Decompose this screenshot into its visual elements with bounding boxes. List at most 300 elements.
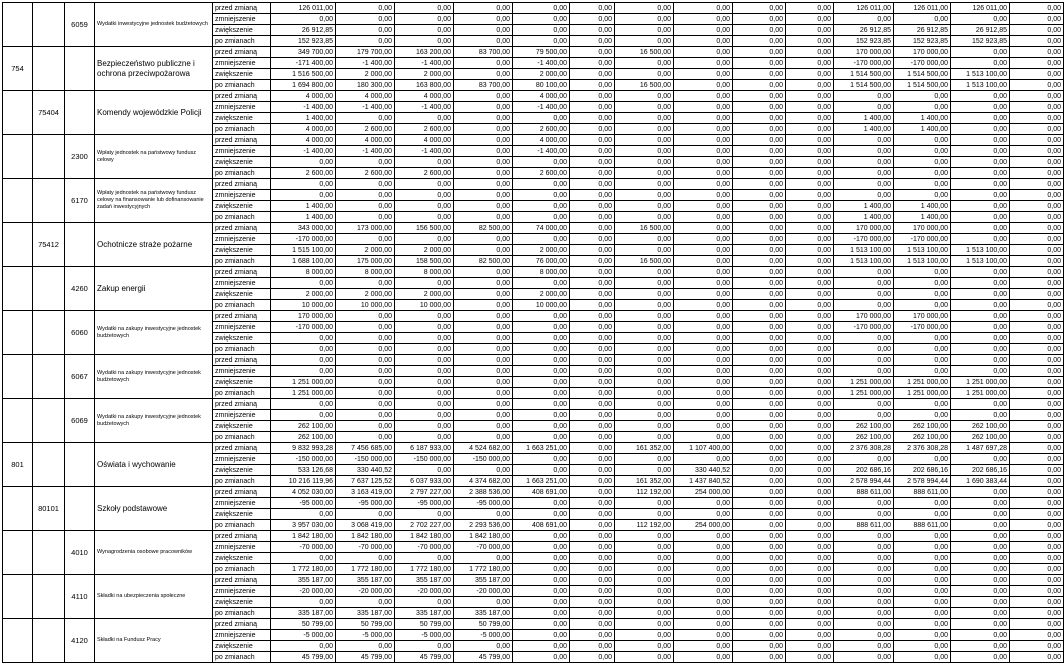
value-cell: 0,00 [834, 168, 894, 179]
row-label: przed zmianą [213, 311, 271, 322]
value-cell: 0,00 [271, 190, 336, 201]
value-cell: 0,00 [951, 399, 1010, 410]
value-cell: 0,00 [834, 300, 894, 311]
value-cell: 0,00 [674, 135, 733, 146]
value-cell: 0,00 [674, 80, 733, 91]
value-cell: 0,00 [951, 91, 1010, 102]
value-cell: 0,00 [733, 36, 786, 47]
value-cell: 0,00 [951, 487, 1010, 498]
row-label: po zmianach [213, 300, 271, 311]
value-cell: 0,00 [513, 641, 570, 652]
value-cell: 2 000,00 [395, 289, 454, 300]
value-cell: 0,00 [615, 597, 674, 608]
value-cell: 0,00 [615, 465, 674, 476]
rozdzial-code: 75412 [33, 223, 65, 267]
value-cell: 0,00 [513, 465, 570, 476]
value-cell: 0,00 [1010, 190, 1064, 201]
value-cell: 0,00 [271, 333, 336, 344]
value-cell: -1 400,00 [336, 146, 395, 157]
value-cell: 1 842 180,00 [336, 531, 395, 542]
value-cell: 0,00 [336, 212, 395, 223]
dzial-code [3, 91, 33, 135]
rozdzial-code: 75404 [33, 91, 65, 135]
value-cell: 0,00 [395, 212, 454, 223]
value-cell: 0,00 [615, 641, 674, 652]
value-cell: 0,00 [674, 619, 733, 630]
value-cell: 408 691,00 [513, 520, 570, 531]
value-cell: 0,00 [786, 630, 834, 641]
value-cell: 0,00 [786, 289, 834, 300]
value-cell: 0,00 [615, 58, 674, 69]
position-name: Wydatki na zakupy inwestycyjne jednostek budżetowych [95, 355, 213, 399]
value-cell: 0,00 [786, 245, 834, 256]
value-cell: 0,00 [894, 366, 951, 377]
value-cell: 0,00 [395, 3, 454, 14]
value-cell: 152 923,85 [951, 36, 1010, 47]
value-cell: 173 000,00 [336, 223, 395, 234]
value-cell: -5 000,00 [454, 630, 513, 641]
value-cell: 0,00 [951, 575, 1010, 586]
table-row [3, 223, 1064, 234]
value-cell: 0,00 [615, 652, 674, 663]
value-cell: 0,00 [894, 597, 951, 608]
value-cell: 1 663 251,00 [513, 476, 570, 487]
value-cell: 0,00 [786, 47, 834, 58]
value-cell: 0,00 [674, 542, 733, 553]
value-cell: 0,00 [513, 608, 570, 619]
value-cell: 0,00 [513, 311, 570, 322]
value-cell: -20 000,00 [395, 586, 454, 597]
value-cell: 0,00 [786, 212, 834, 223]
value-cell: 2 293 536,00 [454, 520, 513, 531]
value-cell: 0,00 [894, 267, 951, 278]
value-cell: 0,00 [271, 553, 336, 564]
value-cell: 0,00 [674, 421, 733, 432]
value-cell: -95 000,00 [395, 498, 454, 509]
value-cell: 0,00 [733, 454, 786, 465]
value-cell: 2 000,00 [336, 245, 395, 256]
value-cell: 152 923,85 [271, 36, 336, 47]
value-cell: 1 437 840,52 [674, 476, 733, 487]
value-cell: 0,00 [786, 509, 834, 520]
value-cell: 0,00 [336, 410, 395, 421]
table-row [3, 443, 1064, 454]
value-cell: 0,00 [570, 102, 615, 113]
value-cell: 0,00 [570, 641, 615, 652]
value-cell: 0,00 [454, 509, 513, 520]
value-cell: 1 514 500,00 [894, 69, 951, 80]
value-cell: -5 000,00 [395, 630, 454, 641]
value-cell: 0,00 [1010, 564, 1064, 575]
value-cell: 0,00 [674, 410, 733, 421]
value-cell: 0,00 [786, 102, 834, 113]
value-cell: 0,00 [570, 366, 615, 377]
value-cell: 1 400,00 [834, 212, 894, 223]
value-cell: 0,00 [786, 256, 834, 267]
value-cell: -170 000,00 [894, 234, 951, 245]
value-cell: 0,00 [674, 36, 733, 47]
dzial-code [3, 531, 33, 575]
value-cell: 0,00 [271, 399, 336, 410]
value-cell: 0,00 [1010, 465, 1064, 476]
value-cell: 0,00 [674, 597, 733, 608]
value-cell: 10 000,00 [271, 300, 336, 311]
value-cell: 0,00 [454, 168, 513, 179]
value-cell: 0,00 [513, 410, 570, 421]
value-cell: 0,00 [615, 333, 674, 344]
table-row [3, 311, 1064, 322]
row-label: zmniejszenie [213, 14, 271, 25]
value-cell: 0,00 [513, 179, 570, 190]
value-cell: 16 500,00 [615, 223, 674, 234]
value-cell: 8 000,00 [395, 267, 454, 278]
row-label: zmniejszenie [213, 542, 271, 553]
value-cell: 0,00 [674, 322, 733, 333]
value-cell: 0,00 [674, 69, 733, 80]
value-cell: 0,00 [1010, 366, 1064, 377]
table-row [3, 355, 1064, 366]
value-cell: 0,00 [951, 355, 1010, 366]
row-label: zwiększenie [213, 201, 271, 212]
value-cell: 0,00 [733, 234, 786, 245]
value-cell: 262 100,00 [951, 421, 1010, 432]
value-cell: 0,00 [1010, 157, 1064, 168]
value-cell: 0,00 [336, 157, 395, 168]
value-cell: 0,00 [834, 366, 894, 377]
table-row [3, 47, 1064, 58]
value-cell: 0,00 [733, 564, 786, 575]
value-cell: 330 440,52 [674, 465, 733, 476]
value-cell: 0,00 [271, 509, 336, 520]
value-cell: 1 688 100,00 [271, 256, 336, 267]
paragraf-code: 6060 [65, 311, 95, 355]
value-cell: 0,00 [570, 410, 615, 421]
value-cell: 0,00 [786, 278, 834, 289]
value-cell: 0,00 [733, 135, 786, 146]
value-cell: 0,00 [615, 69, 674, 80]
paragraf-code [65, 91, 95, 135]
value-cell: 26 912,85 [834, 25, 894, 36]
value-cell: 0,00 [513, 432, 570, 443]
value-cell: 0,00 [834, 14, 894, 25]
value-cell: 0,00 [570, 520, 615, 531]
value-cell: 0,00 [615, 300, 674, 311]
value-cell: 0,00 [733, 179, 786, 190]
value-cell: 0,00 [1010, 245, 1064, 256]
value-cell: 0,00 [570, 487, 615, 498]
value-cell: 0,00 [786, 267, 834, 278]
row-label: przed zmianą [213, 531, 271, 542]
value-cell: 2 000,00 [271, 289, 336, 300]
value-cell: 0,00 [834, 509, 894, 520]
value-cell: 0,00 [1010, 91, 1064, 102]
value-cell: 0,00 [1010, 234, 1064, 245]
paragraf-code: 6059 [65, 3, 95, 47]
paragraf-code: 4260 [65, 267, 95, 311]
row-label: po zmianach [213, 36, 271, 47]
value-cell: 0,00 [786, 14, 834, 25]
value-cell: 0,00 [615, 399, 674, 410]
value-cell: 1 772 180,00 [454, 564, 513, 575]
value-cell: 2 000,00 [336, 69, 395, 80]
value-cell: 0,00 [615, 234, 674, 245]
value-cell: 0,00 [336, 355, 395, 366]
table-row [3, 91, 1064, 102]
value-cell: 3 163 419,00 [336, 487, 395, 498]
value-cell: 4 000,00 [513, 91, 570, 102]
value-cell: 0,00 [615, 102, 674, 113]
value-cell: 0,00 [513, 377, 570, 388]
value-cell: 0,00 [733, 91, 786, 102]
value-cell: 0,00 [615, 542, 674, 553]
value-cell: 152 923,85 [834, 36, 894, 47]
row-label: zwiększenie [213, 641, 271, 652]
value-cell: 0,00 [615, 355, 674, 366]
value-cell: 0,00 [454, 135, 513, 146]
value-cell: 0,00 [395, 399, 454, 410]
value-cell: 0,00 [395, 201, 454, 212]
value-cell: 170 000,00 [834, 47, 894, 58]
value-cell: 0,00 [570, 179, 615, 190]
value-cell: 0,00 [1010, 300, 1064, 311]
value-cell: 0,00 [570, 586, 615, 597]
value-cell: 4 052 030,00 [271, 487, 336, 498]
value-cell: 0,00 [570, 245, 615, 256]
value-cell: 0,00 [513, 366, 570, 377]
value-cell: 0,00 [674, 531, 733, 542]
value-cell: 0,00 [271, 366, 336, 377]
value-cell: -70 000,00 [336, 542, 395, 553]
value-cell: 0,00 [674, 234, 733, 245]
value-cell: 0,00 [834, 267, 894, 278]
value-cell: 0,00 [1010, 476, 1064, 487]
value-cell: 1 400,00 [834, 113, 894, 124]
value-cell: 3 068 419,00 [336, 520, 395, 531]
position-name: Składki na ubezpieczenia społeczne [95, 575, 213, 619]
value-cell: 0,00 [570, 135, 615, 146]
value-cell: 0,00 [570, 531, 615, 542]
value-cell: 0,00 [733, 278, 786, 289]
value-cell: 0,00 [395, 377, 454, 388]
value-cell: 0,00 [786, 641, 834, 652]
paragraf-code: 6067 [65, 355, 95, 399]
value-cell: 1 514 500,00 [894, 80, 951, 91]
value-cell: 0,00 [894, 146, 951, 157]
value-cell: 0,00 [570, 542, 615, 553]
value-cell: 50 799,00 [336, 619, 395, 630]
value-cell: 0,00 [674, 311, 733, 322]
value-cell: 0,00 [951, 157, 1010, 168]
value-cell: 45 799,00 [395, 652, 454, 663]
value-cell: 0,00 [834, 564, 894, 575]
value-cell: 0,00 [513, 3, 570, 14]
value-cell: 45 799,00 [336, 652, 395, 663]
value-cell: 0,00 [615, 410, 674, 421]
value-cell: 0,00 [454, 421, 513, 432]
value-cell: 4 000,00 [513, 135, 570, 146]
value-cell: 0,00 [395, 509, 454, 520]
value-cell: -1 400,00 [513, 58, 570, 69]
value-cell: 170 000,00 [894, 223, 951, 234]
value-cell: 0,00 [894, 509, 951, 520]
value-cell: 0,00 [570, 619, 615, 630]
value-cell: 0,00 [570, 553, 615, 564]
rozdzial-code: 80101 [33, 487, 65, 531]
value-cell: -1 400,00 [336, 58, 395, 69]
value-cell: -170 000,00 [834, 234, 894, 245]
value-cell: 0,00 [615, 344, 674, 355]
value-cell: 0,00 [951, 113, 1010, 124]
value-cell: 0,00 [395, 278, 454, 289]
value-cell: -170 000,00 [894, 322, 951, 333]
value-cell: 0,00 [336, 641, 395, 652]
value-cell: 0,00 [570, 201, 615, 212]
value-cell: 2 000,00 [513, 69, 570, 80]
value-cell: 2 000,00 [513, 245, 570, 256]
value-cell: 0,00 [674, 223, 733, 234]
value-cell: 0,00 [570, 212, 615, 223]
value-cell: 0,00 [336, 190, 395, 201]
value-cell: 0,00 [786, 3, 834, 14]
value-cell: 0,00 [674, 289, 733, 300]
value-cell: 180 300,00 [336, 80, 395, 91]
value-cell: 0,00 [674, 575, 733, 586]
value-cell: 0,00 [570, 267, 615, 278]
value-cell: 0,00 [615, 14, 674, 25]
value-cell: 0,00 [834, 652, 894, 663]
value-cell: 2 000,00 [395, 245, 454, 256]
value-cell: 0,00 [733, 267, 786, 278]
value-cell: 0,00 [513, 531, 570, 542]
value-cell: 161 352,00 [615, 443, 674, 454]
value-cell: 1 515 100,00 [271, 245, 336, 256]
value-cell: -1 400,00 [271, 102, 336, 113]
value-cell: 0,00 [454, 91, 513, 102]
table-row [3, 179, 1064, 190]
value-cell: 0,00 [834, 135, 894, 146]
value-cell: 0,00 [570, 80, 615, 91]
value-cell: 0,00 [615, 190, 674, 201]
value-cell: 0,00 [894, 14, 951, 25]
value-cell: 0,00 [733, 421, 786, 432]
value-cell: 0,00 [395, 344, 454, 355]
value-cell: 0,00 [733, 146, 786, 157]
value-cell: 0,00 [733, 322, 786, 333]
value-cell: 343 000,00 [271, 223, 336, 234]
paragraf-code: 6069 [65, 399, 95, 443]
row-label: zmniejszenie [213, 58, 271, 69]
value-cell: 0,00 [1010, 179, 1064, 190]
value-cell: -1 400,00 [336, 102, 395, 113]
rozdzial-code [33, 3, 65, 47]
value-cell: 0,00 [1010, 443, 1064, 454]
value-cell: 0,00 [615, 388, 674, 399]
row-label: przed zmianą [213, 179, 271, 190]
value-cell: 0,00 [336, 509, 395, 520]
value-cell: 0,00 [951, 597, 1010, 608]
value-cell: 112 192,00 [615, 520, 674, 531]
value-cell: 0,00 [570, 575, 615, 586]
value-cell: 0,00 [615, 586, 674, 597]
value-cell: 0,00 [1010, 124, 1064, 135]
row-label: zwiększenie [213, 333, 271, 344]
value-cell: 0,00 [1010, 586, 1064, 597]
value-cell: 0,00 [951, 179, 1010, 190]
value-cell: 170 000,00 [834, 223, 894, 234]
value-cell: 355 187,00 [271, 575, 336, 586]
row-label: przed zmianą [213, 487, 271, 498]
value-cell: 0,00 [1010, 3, 1064, 14]
value-cell: 0,00 [454, 289, 513, 300]
value-cell: 0,00 [786, 157, 834, 168]
value-cell: 0,00 [733, 190, 786, 201]
value-cell: 0,00 [395, 311, 454, 322]
table-row [3, 531, 1064, 542]
value-cell: 0,00 [733, 124, 786, 135]
value-cell: 0,00 [1010, 135, 1064, 146]
value-cell: 0,00 [1010, 553, 1064, 564]
value-cell: 0,00 [786, 410, 834, 421]
row-label: przed zmianą [213, 135, 271, 146]
value-cell: 0,00 [951, 344, 1010, 355]
value-cell: 0,00 [674, 146, 733, 157]
value-cell: 0,00 [674, 267, 733, 278]
value-cell: 0,00 [1010, 432, 1064, 443]
value-cell: 2 376 308,28 [834, 443, 894, 454]
value-cell: 0,00 [786, 234, 834, 245]
dzial-code [3, 619, 33, 663]
value-cell: 262 100,00 [271, 421, 336, 432]
value-cell: 0,00 [570, 399, 615, 410]
row-label: przed zmianą [213, 399, 271, 410]
value-cell: 0,00 [786, 377, 834, 388]
value-cell: 0,00 [615, 619, 674, 630]
value-cell: 6 187 933,00 [395, 443, 454, 454]
value-cell: 4 000,00 [336, 135, 395, 146]
value-cell: 0,00 [951, 47, 1010, 58]
value-cell: 0,00 [513, 234, 570, 245]
value-cell: 0,00 [733, 157, 786, 168]
value-cell: 0,00 [570, 91, 615, 102]
value-cell: -150 000,00 [395, 454, 454, 465]
value-cell: 0,00 [786, 454, 834, 465]
value-cell: 0,00 [951, 124, 1010, 135]
value-cell: 0,00 [733, 443, 786, 454]
value-cell: 0,00 [834, 344, 894, 355]
value-cell: 0,00 [674, 245, 733, 256]
value-cell: 0,00 [674, 190, 733, 201]
value-cell: 16 500,00 [615, 80, 674, 91]
value-cell: 0,00 [615, 377, 674, 388]
value-cell: 0,00 [615, 432, 674, 443]
value-cell: 2 600,00 [336, 168, 395, 179]
paragraf-code [65, 487, 95, 531]
value-cell: 0,00 [454, 124, 513, 135]
row-label: zwiększenie [213, 509, 271, 520]
value-cell: 0,00 [395, 179, 454, 190]
value-cell: 0,00 [786, 608, 834, 619]
value-cell: -170 000,00 [271, 234, 336, 245]
value-cell: 0,00 [674, 179, 733, 190]
position-name: Ochotnicze straże pożarne [95, 223, 213, 267]
value-cell: 0,00 [834, 586, 894, 597]
value-cell: 0,00 [336, 25, 395, 36]
value-cell: 0,00 [894, 641, 951, 652]
value-cell: 0,00 [951, 223, 1010, 234]
value-cell: 152 923,85 [894, 36, 951, 47]
value-cell: 0,00 [951, 410, 1010, 421]
value-cell: 0,00 [834, 190, 894, 201]
